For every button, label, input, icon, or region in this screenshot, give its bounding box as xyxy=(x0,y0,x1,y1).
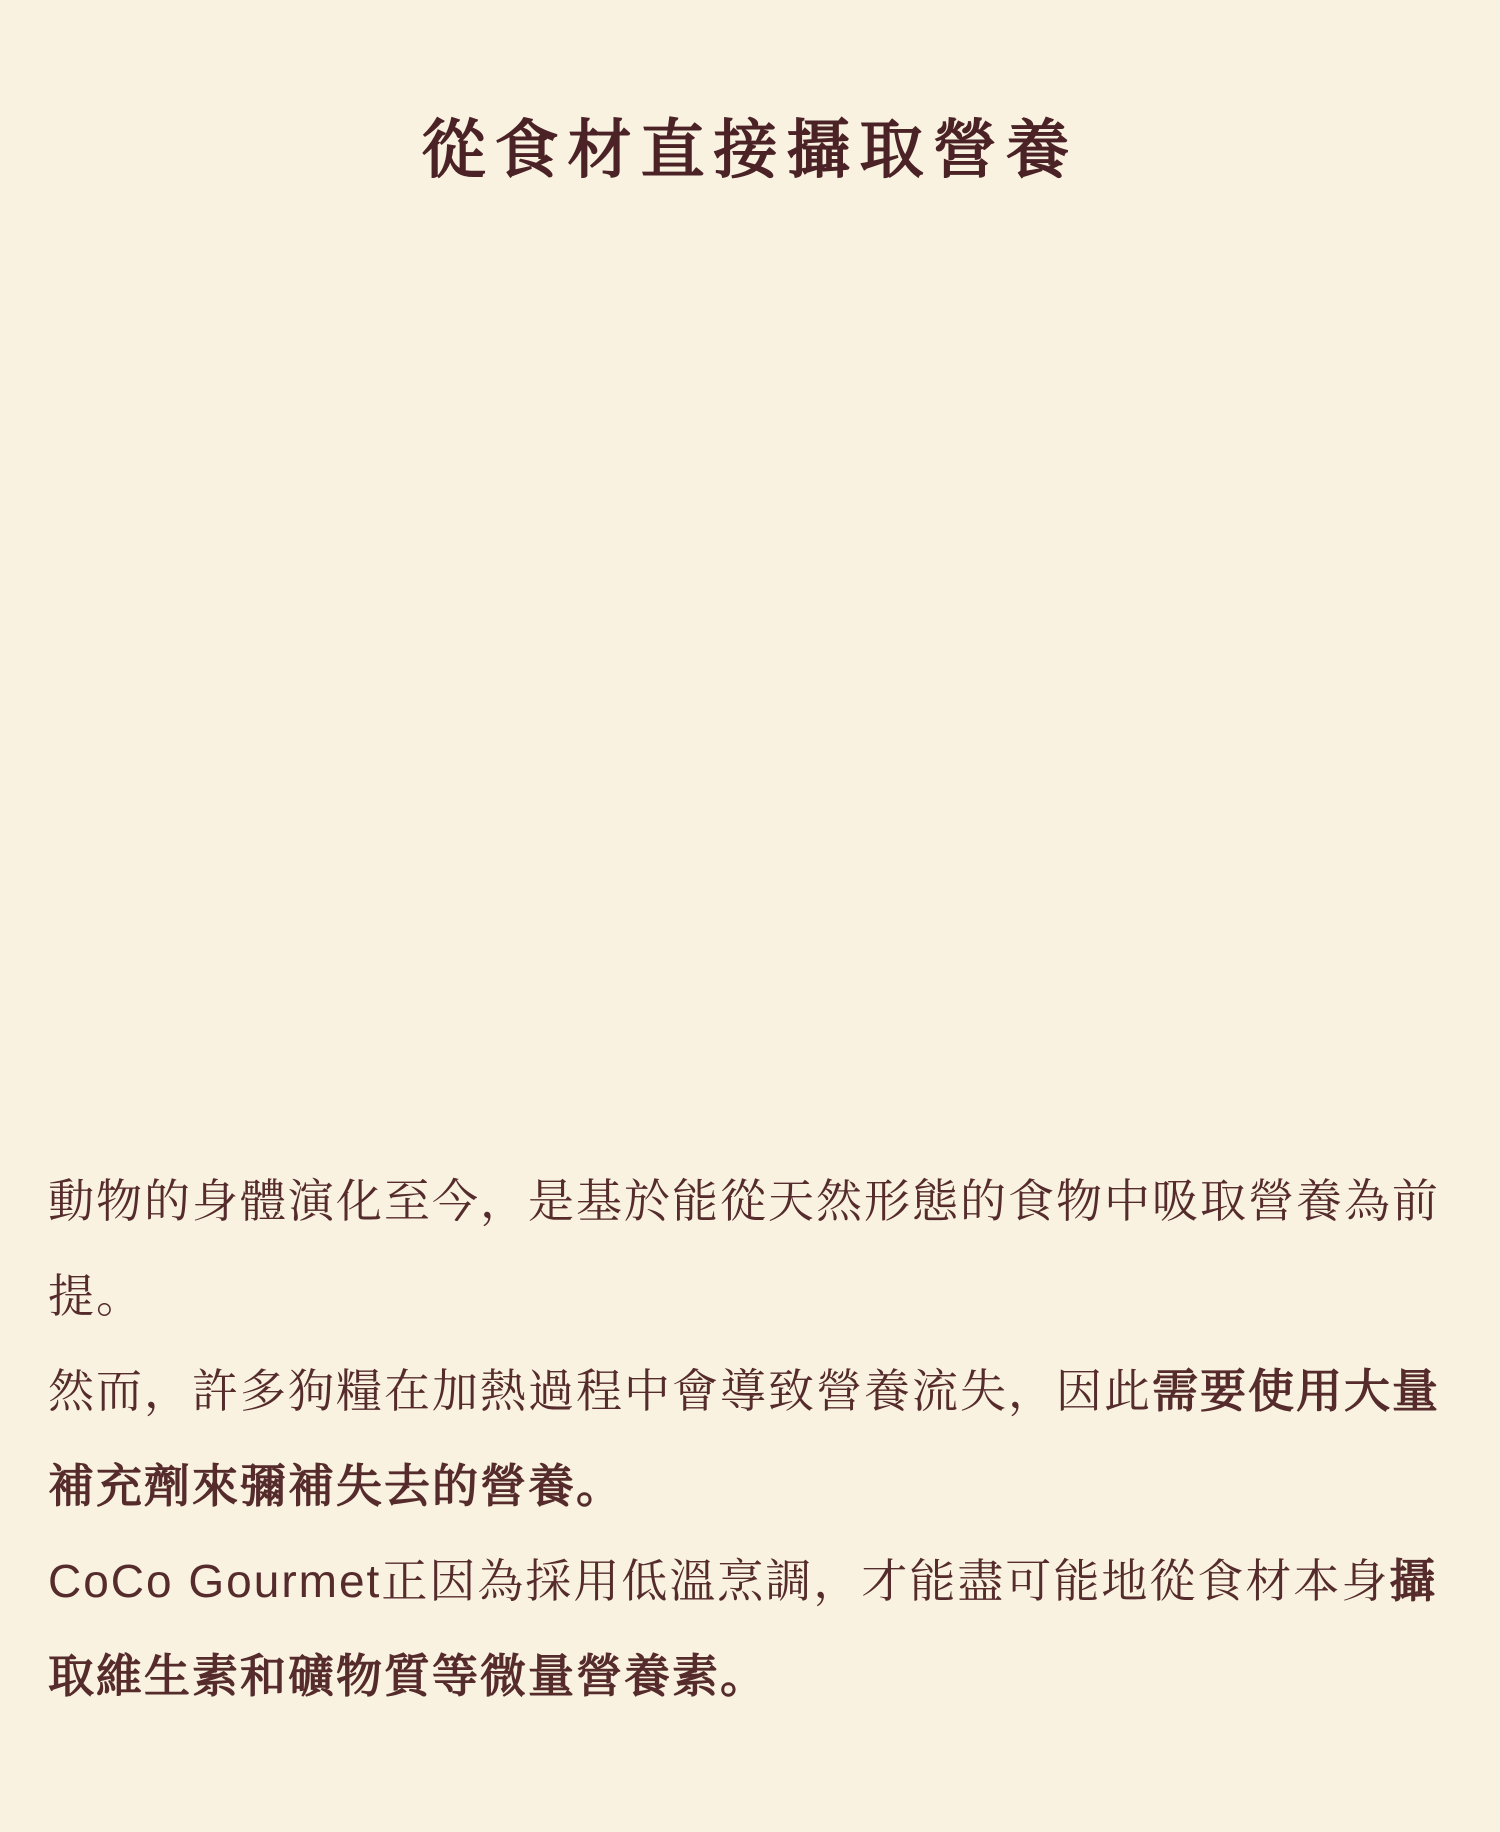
paragraph xyxy=(48,1154,1452,1344)
hero-image-placeholder xyxy=(0,200,1500,1140)
page-title: 從食材直接攝取營養 xyxy=(421,114,1079,186)
body-text xyxy=(48,1154,1452,1724)
emphasis-text: 攝取維生素和礦物質等微量營養素。 xyxy=(48,1555,1438,1702)
section-header xyxy=(0,108,1500,192)
body-run: CoCo Gourmet正因為採用低溫烹調，才能盡可能地從食材本身 xyxy=(48,1555,1390,1607)
body-run: 動物的身體演化至今，是基於能從天然形態的食物中吸取營養為前提。 xyxy=(48,1175,1440,1322)
body-run: 然而，許多狗糧在加熱過程中會導致營養流失，因此 xyxy=(48,1365,1152,1417)
paragraph xyxy=(48,1344,1452,1534)
emphasis-text: 需要使用大量補充劑來彌補失去的營養。 xyxy=(48,1365,1440,1512)
paragraph xyxy=(48,1534,1452,1724)
